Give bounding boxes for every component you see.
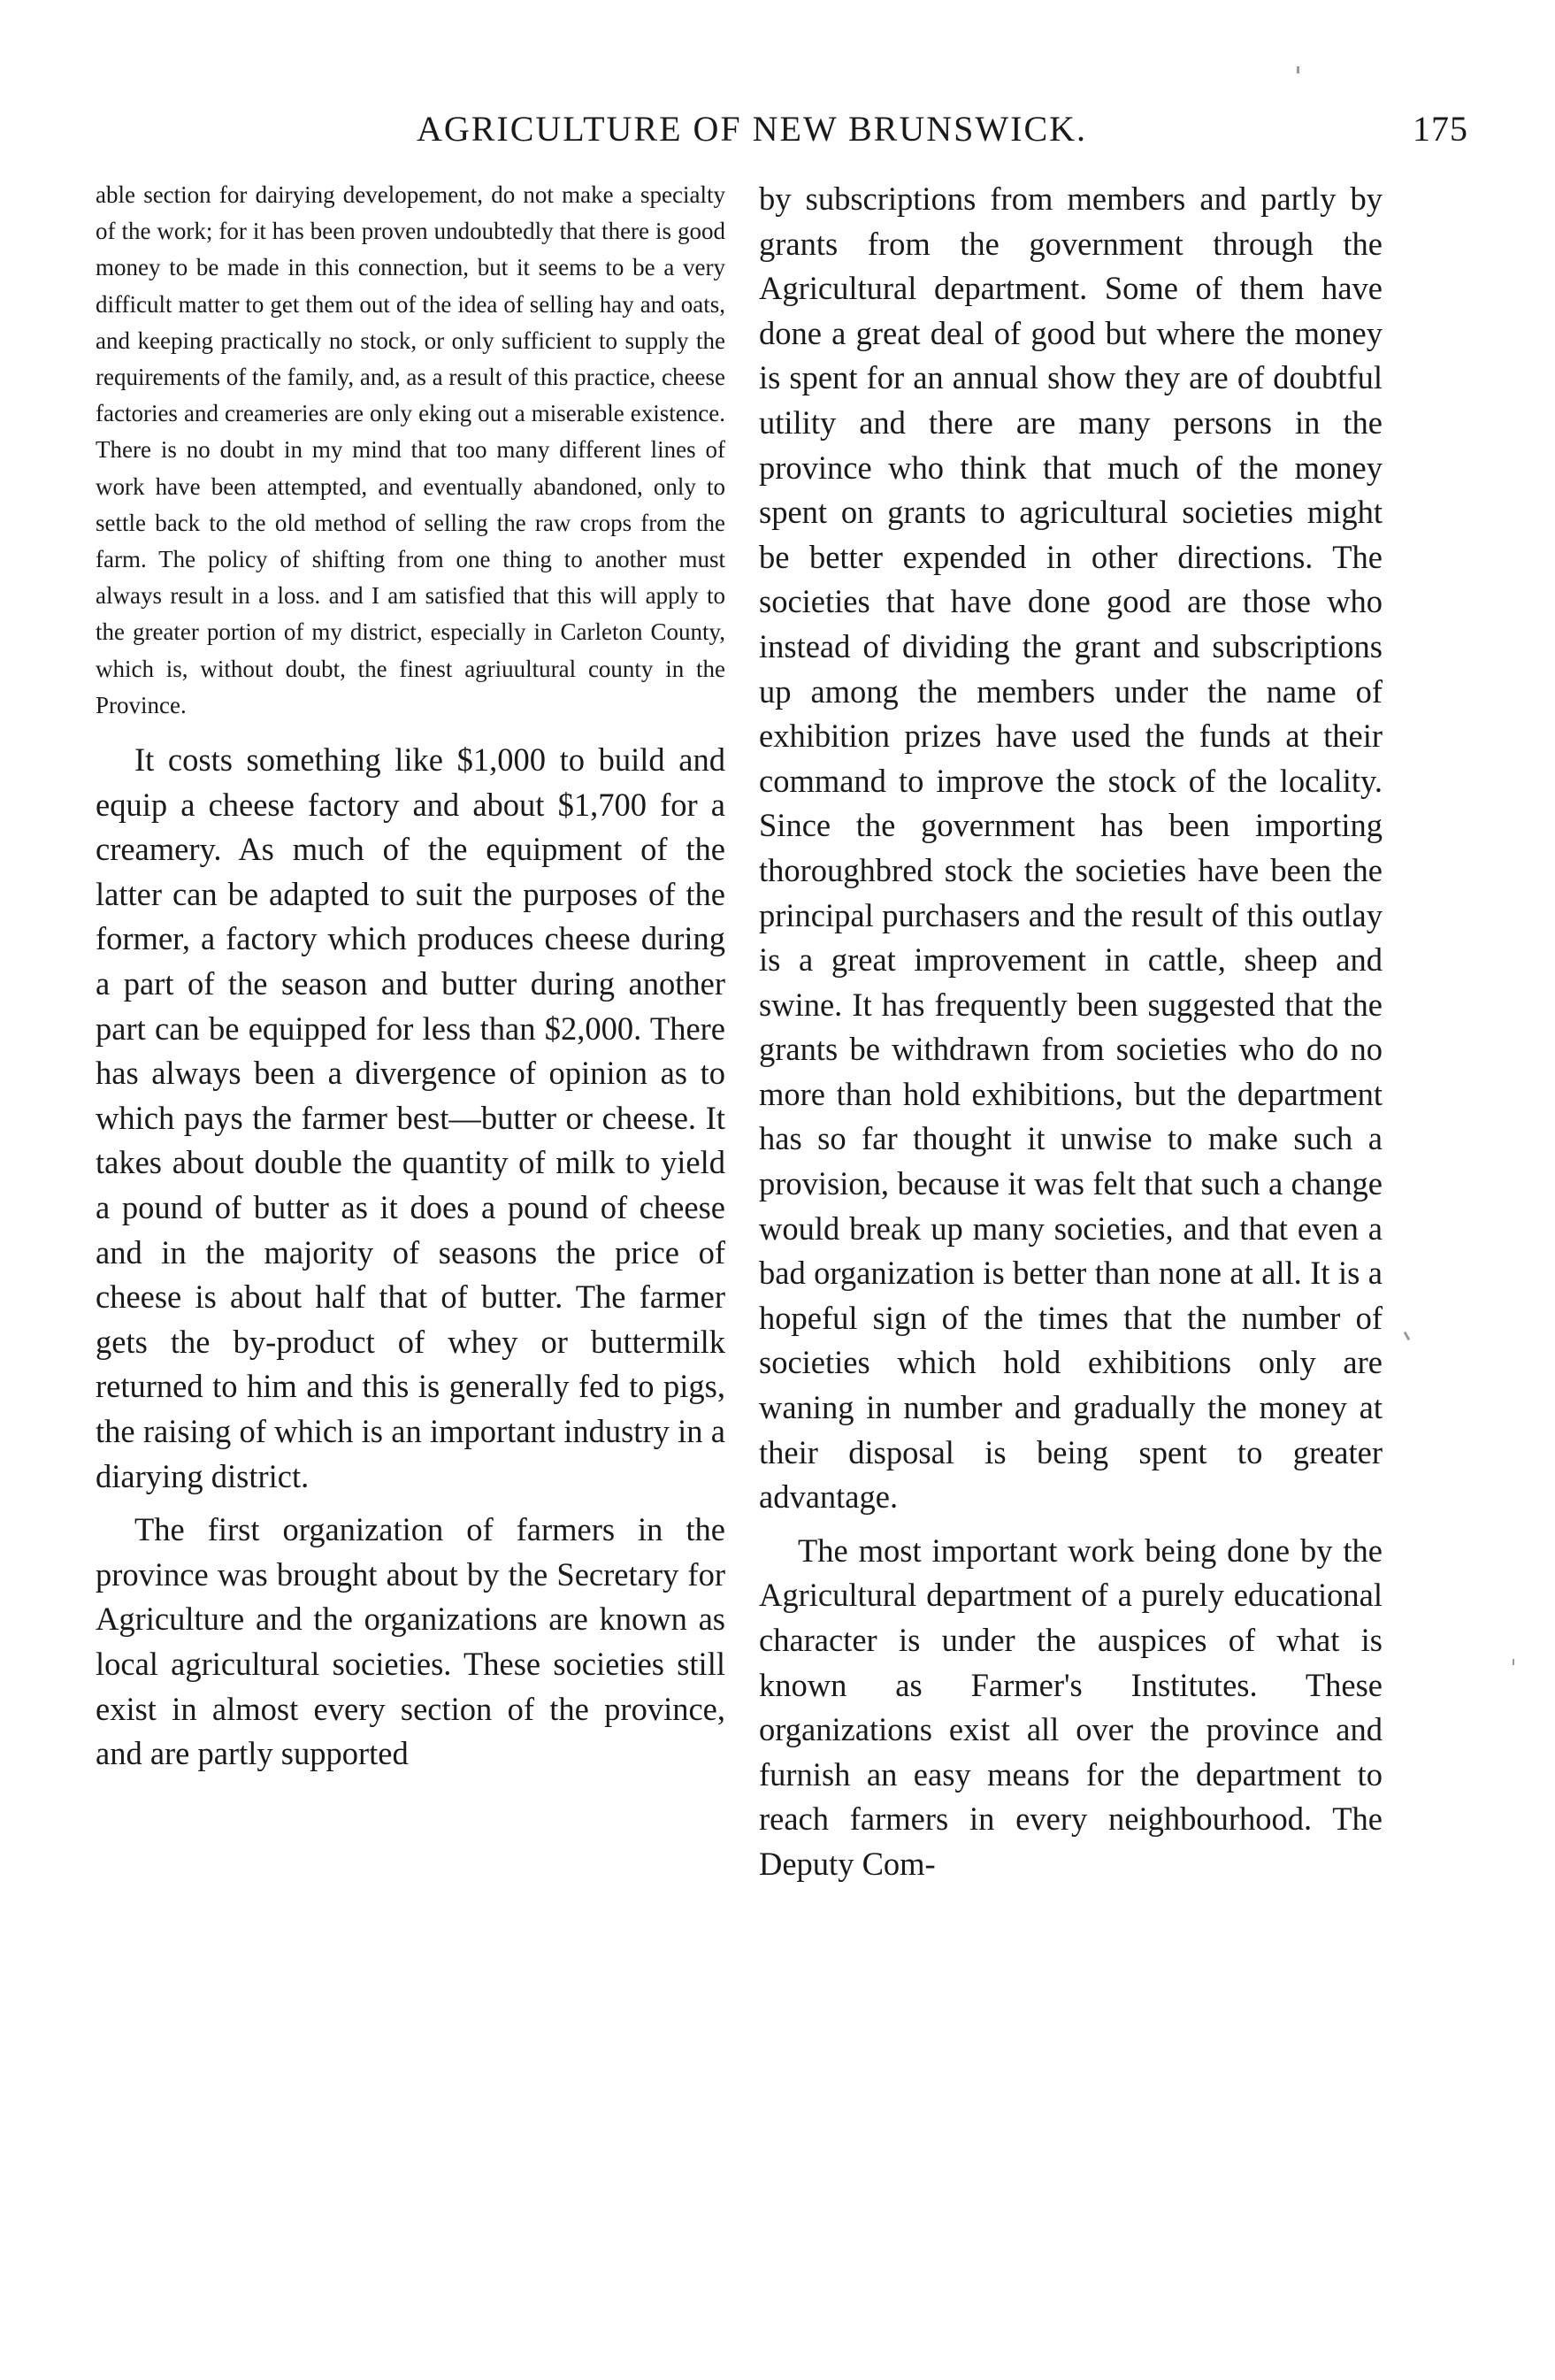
cheese-factory-paragraph: It costs something like $1,000 to build and equip a cheese factory and about $1,700 for a creamery. As much of the equipment of the latter can be adapted to suit the purposes of the former, a factory which produces cheese during a part of the season and butter during another part can be equipped for less than $2,000. There has always been a divergence of opinion as to which pays the farmer best—butter or cheese. It takes about double the quantity of milk to yield a pound of butter as it does a pound of cheese and in the majority of seasons the price of cheese is about half that of butter. The farmer gets the by-product of whey or buttermilk returned to him and this is generally fed to pigs, the raising of which is an important industry in a diarying district. — [96, 741, 725, 1494]
report-excerpt-paragraph: able section for dairying developement, do not make a specialty of the work; for it has been proven undoubtedly that there is good money to be made in this connection, but it seems to be a very difficult matter to get them out of the idea of selling hay and oats, and keeping practically no stock, or only sufficient to supply the requirements of the family, and, as a result of this practice, cheese factories and creameries are only eking out a miserable existence. There is no doubt in my mind that too many different lines of work have been attempted, and eventually abandoned, only to settle back to the old method of selling the raw crops from the farm. The policy of shifting from one thing to another must always result in a loss. and I am satisfied that this will apply to the greater portion of my district, especially in Carleton County, which is, without doubt, the finest agriuultural county in the Province. — [96, 181, 725, 718]
page-title: AGRICULTURE OF NEW BRUNSWICK. — [416, 109, 1088, 149]
scan-speck — [1404, 1332, 1411, 1340]
running-head — [88, 108, 1468, 161]
agricultural-societies-paragraph: The first organization of farmers in the province was brought about by the Secretary for Agriculture and the organizations are known as local agricultural societies. These societies still exist in almost every section of the province, and are partly supported — [96, 1511, 725, 1772]
farmers-institutes-paragraph: The most important work being done by the Agricultural department of a purely educational character is under the auspices of what is known as Farmer's Institutes. These organizations exist all over the province and furnish an easy means for the department to reach farmers in every neighbourhood. The Deputy Com- — [759, 1532, 1383, 1882]
page-number: 175 — [1413, 109, 1468, 149]
societies-continued-paragraph: by subscriptions from members and partly by grants from the government through the Agricultural department. Some of them have done a great deal of good but where the money is spent for an annual show they are of doubtful utility and there are many persons in the province who think that much of the money spent on grants to agricultural societies might be better expended in other directions. The societies that have done good are those who instead of dividing the grant and subscriptions up among the members under the name of exhibition prizes have used the funds at their command to improve the stock of the locality. Since the government has been importing thoroughbred stock the societies have been the principal purchasers and the result of this outlay is a great improvement in cattle, sheep and swine. It has frequently been suggested that the grants be withdrawn from societies who do no more than hold exhibitions, but the department has so far thought it unwise to make such a provision, because it was felt that such a change would break up many societies, and that even a bad organization is better than none at all. It is a hopeful sign of the times that the number of societies which hold exhibitions only are waning in number and gradually the money at their disposal is being spent to greater advantage. — [759, 180, 1383, 1516]
scan-speck — [1297, 66, 1299, 73]
right-column — [759, 177, 1383, 1887]
left-column — [96, 177, 725, 1777]
scan-speck — [1513, 1659, 1514, 1665]
